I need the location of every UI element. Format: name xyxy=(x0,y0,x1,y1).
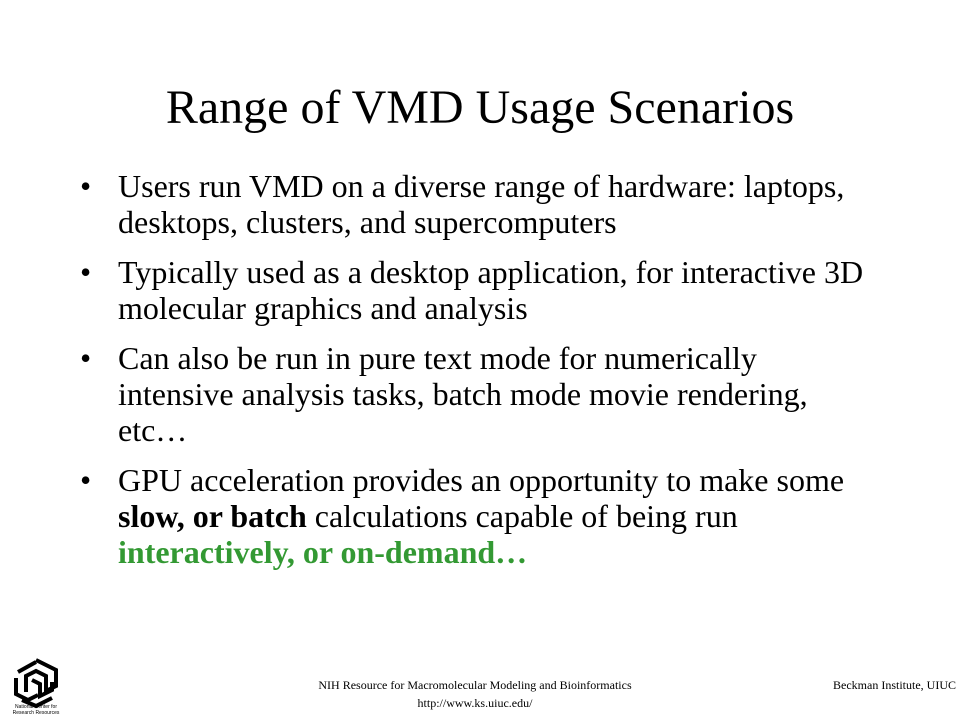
bullet-item-gpu xyxy=(80,462,880,570)
bullet-text-part: calculations capable of being run xyxy=(306,498,738,534)
ncrr-logo-icon xyxy=(6,656,66,716)
bullet-dot: • xyxy=(80,254,92,290)
bullet-item-text-mode xyxy=(80,340,880,448)
slide-title: Range of VMD Usage Scenarios xyxy=(165,81,795,134)
bullet-dot: • xyxy=(80,462,92,498)
footer-institute: Beckman Institute, UIUC xyxy=(833,678,956,692)
footer-resource-name: NIH Resource for Macromolecular Modeling and Bioinformatics xyxy=(318,678,632,692)
bullet-text-green: interactively, or on-demand… xyxy=(118,534,528,570)
footer-url: http://www.ks.uiuc.edu/ xyxy=(417,696,533,710)
bullet-text: Can also be run in pure text mode for numerically intensive analysis tasks, batch mode movie rendering, etc… xyxy=(118,340,808,448)
footer-center xyxy=(230,676,720,712)
bullet-text: Typically used as a desktop application, for interactive 3D molecular graphics and analysis xyxy=(118,254,864,326)
bullet-text-bold: slow, or batch xyxy=(118,498,307,534)
bullet-text-part: GPU acceleration provides an opportunity to make some xyxy=(118,462,845,498)
bullet-dot: • xyxy=(80,168,92,204)
ncrr-logo xyxy=(6,656,66,716)
bullet-text: Users run VMD on a diverse range of hardware: laptops, desktops, clusters, and supercomputers xyxy=(118,168,845,240)
bullet-item-desktop xyxy=(80,254,880,326)
bullet-list xyxy=(80,168,880,584)
logo-text-line2: Research Resources xyxy=(12,710,60,716)
bullet-item-hardware xyxy=(80,168,880,240)
bullet-dot: • xyxy=(80,340,92,376)
logo-text-line1: National Center for xyxy=(15,704,57,710)
